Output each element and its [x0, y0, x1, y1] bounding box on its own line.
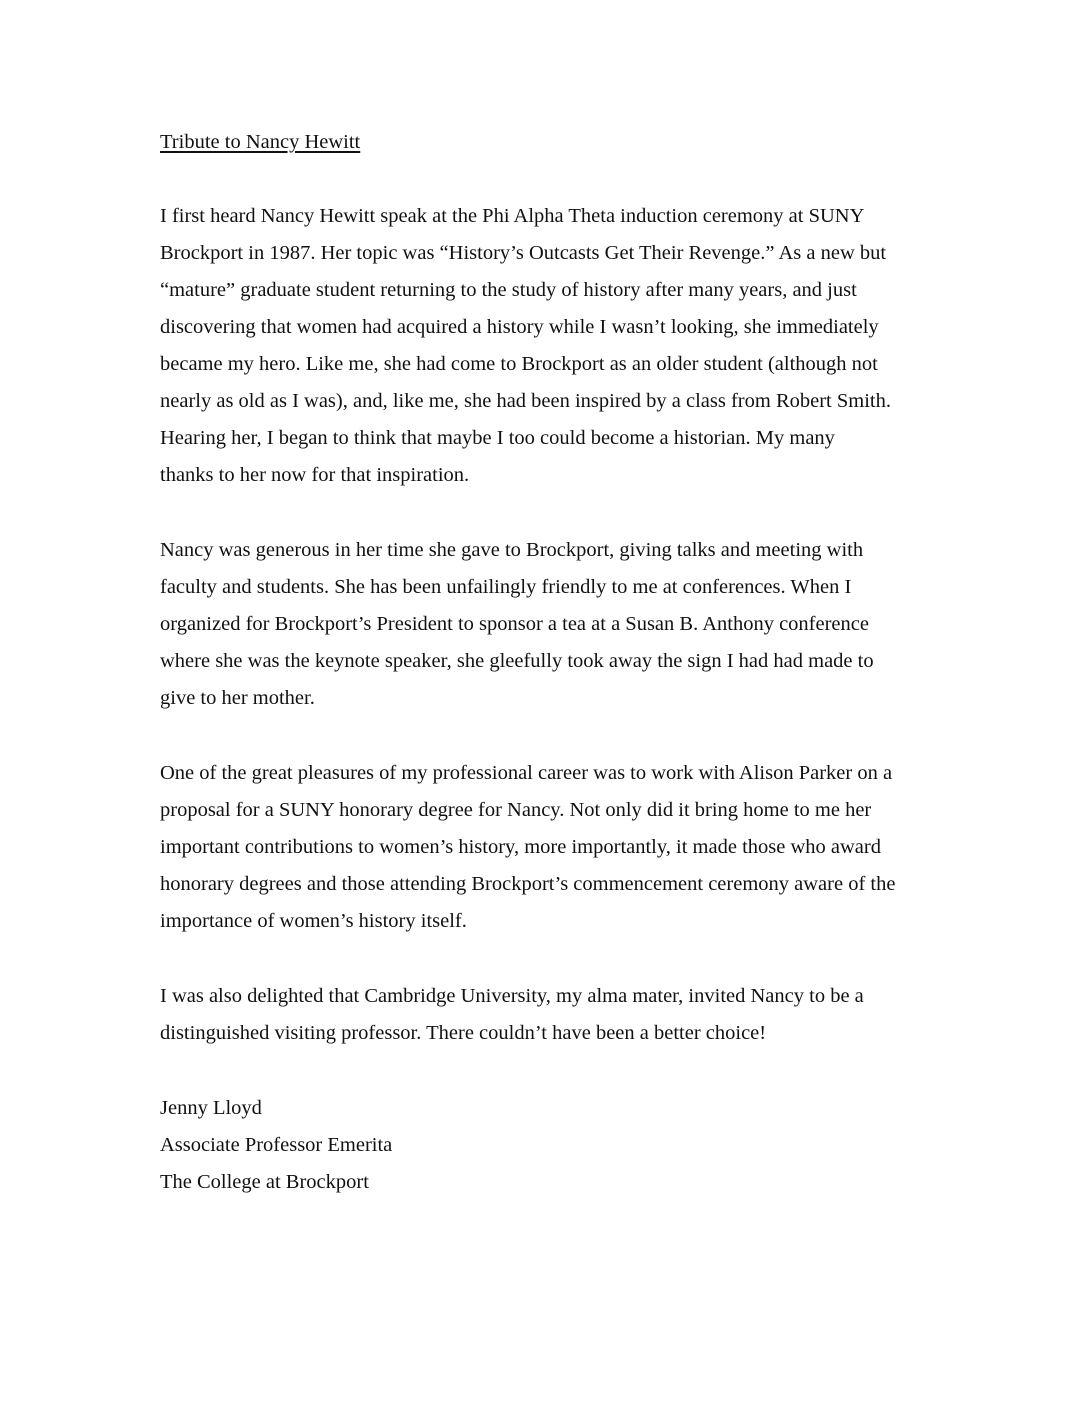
- text-line: Brockport in 1987. Her topic was “History’s Outcasts Get Their Revenge.” As a new but: [160, 242, 887, 264]
- text-line: honorary degrees and those attending Brockport’s commencement ceremony aware of the: [160, 873, 896, 895]
- text-line: give to her mother.: [160, 687, 315, 709]
- paragraph-2: [160, 532, 950, 717]
- text-line: nearly as old as I was), and, like me, she had been inspired by a class from Robert Smith.: [160, 390, 891, 412]
- paragraph-1: [160, 198, 950, 494]
- text-line: faculty and students. She has been unfailingly friendly to me at conferences. When I: [160, 576, 852, 598]
- text-line: distinguished visiting professor. There couldn’t have been a better choice!: [160, 1022, 767, 1044]
- text-line: “mature” graduate student returning to the study of history after many years, and just: [160, 279, 857, 301]
- text-line: I first heard Nancy Hewitt speak at the Phi Alpha Theta induction ceremony at SUNY: [160, 205, 865, 227]
- paragraph-4: [160, 978, 950, 1052]
- text-line: I was also delighted that Cambridge University, my alma mater, invited Nancy to be a: [160, 985, 864, 1007]
- signature-block: [160, 1090, 950, 1201]
- text-line: where she was the keynote speaker, she gleefully took away the sign I had had made to: [160, 650, 874, 672]
- text-line: proposal for a SUNY honorary degree for Nancy. Not only did it bring home to me her: [160, 799, 872, 821]
- signature-position: Associate Professor Emerita: [160, 1134, 393, 1156]
- signature-name: Jenny Lloyd: [160, 1097, 262, 1119]
- signature-institution: The College at Brockport: [160, 1171, 369, 1193]
- text-line: important contributions to women’s history, more importantly, it made those who award: [160, 836, 881, 858]
- text-line: Nancy was generous in her time she gave to Brockport, giving talks and meeting with: [160, 539, 864, 561]
- document-title: Tribute to Nancy Hewitt: [160, 131, 361, 153]
- text-line: became my hero. Like me, she had come to Brockport as an older student (although not: [160, 353, 878, 375]
- paragraph-3: [160, 755, 950, 940]
- text-line: thanks to her now for that inspiration.: [160, 464, 470, 486]
- letter-page: [160, 124, 950, 1201]
- text-line: discovering that women had acquired a history while I wasn’t looking, she immediately: [160, 316, 879, 338]
- text-line: One of the great pleasures of my professional career was to work with Alison Parker on a: [160, 762, 893, 784]
- text-line: organized for Brockport’s President to sponsor a tea at a Susan B. Anthony conference: [160, 613, 869, 635]
- text-line: Hearing her, I began to think that maybe I too could become a historian. My many: [160, 427, 835, 449]
- text-line: importance of women’s history itself.: [160, 910, 467, 932]
